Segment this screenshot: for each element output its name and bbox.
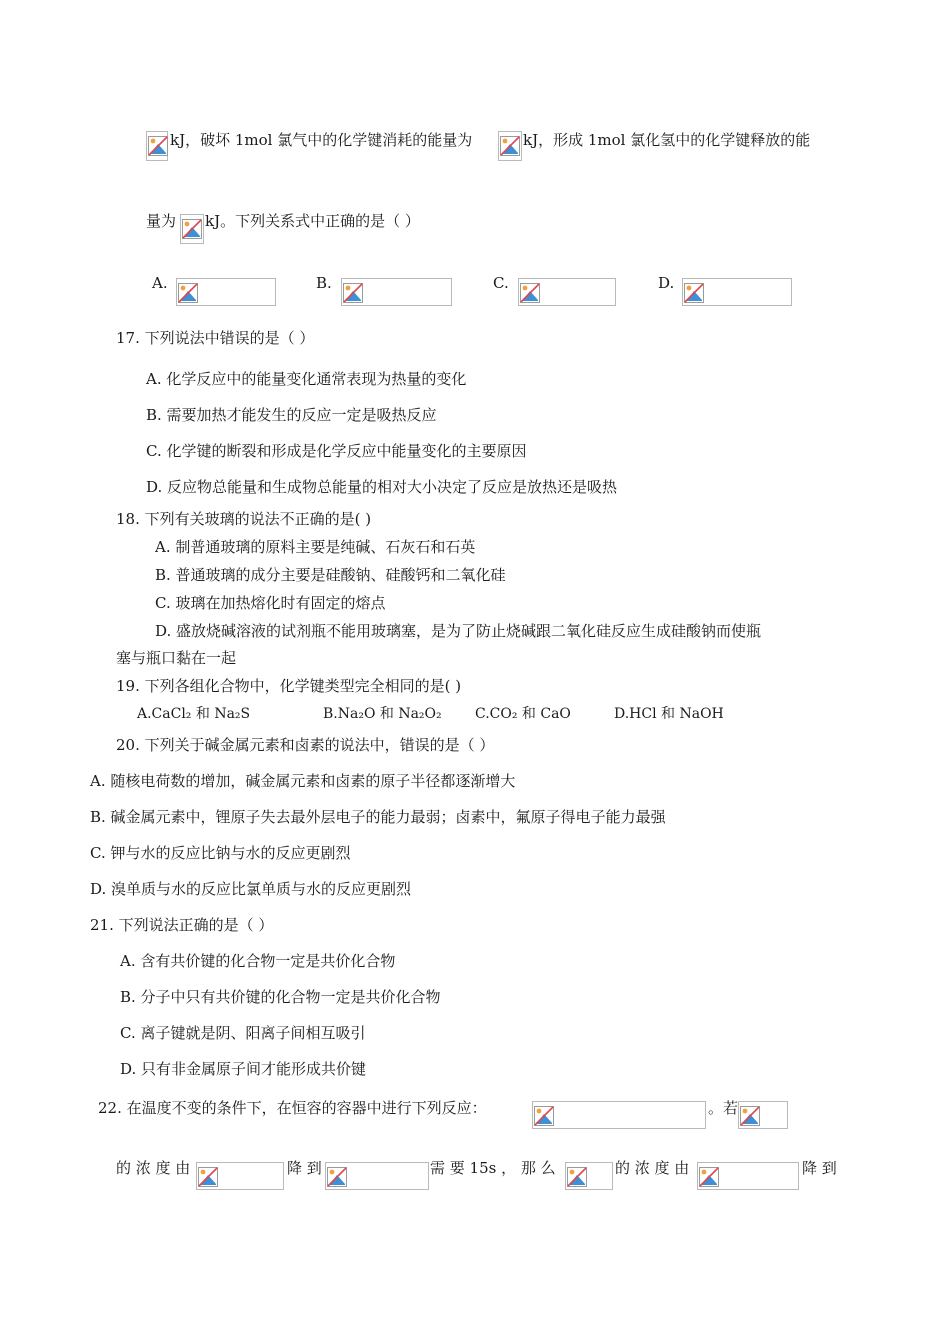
formula-image-e2	[498, 131, 522, 161]
q21-stem: 21. 下列说法正确的是（ ）	[90, 916, 274, 934]
q19-stem: 19. 下列各组化合物中，化学键类型完全相同的是( )	[116, 677, 462, 695]
q22-line2-part1: 的 浓 度 由	[116, 1159, 191, 1177]
q22-line2-part4: 的 浓 度 由	[615, 1159, 690, 1177]
q17-option-b: B. 需要加热才能发生的反应一定是吸热反应	[146, 406, 437, 424]
q22-line2-part2: 降 到	[287, 1159, 322, 1177]
broken-image-icon	[148, 136, 168, 156]
q16-option-d-label: D.	[658, 274, 675, 292]
q22-stem-a: 22. 在温度不变的条件下，在恒容的容器中进行下列反应：	[98, 1099, 487, 1117]
q21-option-b: B. 分子中只有共价键的化合物一定是共价化合物	[120, 988, 441, 1006]
q20-option-a: A. 随核电荷数的增加，碱金属元素和卤素的原子半径都逐渐增大	[90, 772, 516, 790]
q20-stem: 20. 下列关于碱金属元素和卤素的说法中，错误的是（ ）	[116, 736, 495, 754]
q16-option-a-label: A.	[152, 274, 168, 292]
q21-option-c: C. 离子键就是阴、阳离子间相互吸引	[120, 1024, 366, 1042]
broken-image-icon	[534, 1106, 554, 1126]
q22-species-image-1	[738, 1101, 788, 1129]
q16-line2-b: kJ。下列关系式中正确的是（ ）	[205, 212, 420, 230]
q18-stem: 18. 下列有关玻璃的说法不正确的是( )	[116, 510, 372, 528]
q16-option-c-label: C.	[493, 274, 509, 292]
q18-option-a: A. 制普通玻璃的原料主要是纯碱、石灰石和石英	[155, 538, 476, 556]
broken-image-icon	[198, 1167, 218, 1187]
formula-image-e1	[146, 131, 168, 161]
formula-image-e3	[180, 214, 204, 244]
q22-line2-part5: 降 到	[802, 1159, 837, 1177]
q22-species-image-2	[565, 1162, 613, 1190]
q18-option-c: C. 玻璃在加热熔化时有固定的熔点	[155, 594, 386, 612]
q18-option-d-continued: 塞与瓶口黏在一起	[116, 649, 237, 667]
q16-option-c-image	[518, 278, 616, 306]
broken-image-icon	[178, 283, 198, 303]
q16-option-b-label: B.	[316, 274, 332, 292]
q18-option-b: B. 普通玻璃的成分主要是硅酸钠、硅酸钙和二氧化硅	[155, 566, 506, 584]
q19-option-d: D.HCl 和 NaOH	[614, 706, 724, 722]
broken-image-icon	[567, 1167, 587, 1187]
q21-option-d: D. 只有非金属原子间才能形成共价键	[120, 1060, 367, 1078]
q22-reaction-image	[532, 1101, 706, 1129]
q16-line1-b: kJ，形成 1mol 氯化氢中的化学键释放的能	[523, 131, 811, 149]
q18-option-d: D. 盛放烧碱溶液的试剂瓶不能用玻璃塞，是为了防止烧碱跟二氧化硅反应生成硅酸钠而使瓶	[155, 622, 762, 640]
q16-option-a-image	[176, 278, 276, 306]
broken-image-icon	[343, 283, 363, 303]
broken-image-icon	[520, 283, 540, 303]
q16-option-b-image	[341, 278, 452, 306]
q17-stem: 17. 下列说法中错误的是（ ）	[116, 329, 315, 347]
broken-image-icon	[500, 136, 520, 156]
q22-line2-part3: 需 要 15s ， 那 么	[430, 1159, 556, 1177]
q19-option-b: B.Na₂O 和 Na₂O₂	[323, 706, 442, 722]
q19-option-c: C.CO₂ 和 CaO	[475, 706, 571, 722]
q21-option-a: A. 含有共价键的化合物一定是共价化合物	[120, 952, 396, 970]
broken-image-icon	[684, 283, 704, 303]
q20-option-c: C. 钾与水的反应比钠与水的反应更剧烈	[90, 844, 351, 862]
broken-image-icon	[740, 1106, 760, 1126]
q17-option-d: D. 反应物总能量和生成物总能量的相对大小决定了反应是放热还是吸热	[146, 478, 618, 496]
q19-option-a: A.CaCl₂ 和 Na₂S	[137, 706, 251, 722]
q16-line2-a: 量为	[146, 212, 177, 230]
broken-image-icon	[327, 1167, 347, 1187]
q22-concentration-image-2	[325, 1162, 429, 1190]
q22-concentration-image-3	[697, 1162, 799, 1190]
q17-option-a: A. 化学反应中的能量变化通常表现为热量的变化	[146, 370, 467, 388]
broken-image-icon	[699, 1167, 719, 1187]
q20-option-d: D. 溴单质与水的反应比氯单质与水的反应更剧烈	[90, 880, 412, 898]
q16-option-d-image	[682, 278, 792, 306]
broken-image-icon	[182, 219, 202, 239]
q22-concentration-image-1	[196, 1162, 284, 1190]
q16-line1-a: kJ，破坏 1mol 氯气中的化学键消耗的能量为	[170, 131, 473, 149]
q17-option-c: C. 化学键的断裂和形成是化学反应中能量变化的主要原因	[146, 442, 527, 460]
q22-stem-b: 。若	[708, 1099, 739, 1117]
q20-option-b: B. 碱金属元素中，锂原子失去最外层电子的能力最弱；卤素中，氟原子得电子能力最强	[90, 808, 666, 826]
